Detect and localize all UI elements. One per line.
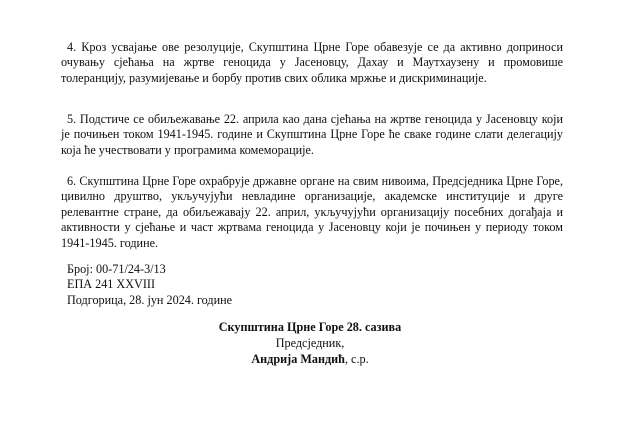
signature-role: Предсједник, xyxy=(275,336,345,350)
reference-epa: ЕПА 241 XXVIII xyxy=(67,277,156,292)
document-reference xyxy=(67,262,232,308)
reference-place-date: Подгорица, 28. јун 2024. године xyxy=(67,292,233,307)
paragraph-5-text: 5. Подстиче се обиљежавање 22. априла као дана сјећања на жртве геноцида у Јасеновцу који је почињен током 1941-1945. године и Скупштина Црне Горе ће сваке године слати делегацију која ће учествовати у програмима комеморације. xyxy=(61,112,563,157)
signature-suffix: , с.р. xyxy=(344,352,369,366)
paragraph-6-text: 6. Скупштина Црне Горе охрабрује државне органе на свим нивоима, Предсједника Црне Горе, цивилно друштво, укључујући невладине организације, академске институције и друге релевантне стране, да обиљежавају 22. април, укључујући организацију посебних догађаја и активности у сјећање и част жртвама геноцида у Јасеновцу који је почињен у периоду током 1941-1945. године. xyxy=(61,174,563,250)
resolution-paragraph-5 xyxy=(61,112,563,158)
signature-name: Андрија Мандић xyxy=(251,352,345,366)
paragraph-4-text: 4. Кроз усвајање ове резолуције, Скупштина Црне Горе обавезује се да активно доприноси очувању сјећања на жртве геноцида у Јасеновцу, Дахау и Маутхаузену и промовише толеранцију, разумијевање и борбу против свих облика мржње и дискриминације. xyxy=(61,40,563,85)
resolution-paragraph-6 xyxy=(61,174,563,251)
resolution-paragraph-4 xyxy=(61,40,563,86)
signature-block xyxy=(150,320,470,368)
signature-institution: Скупштина Црне Горе 28. сазива xyxy=(218,320,402,334)
signature-line xyxy=(150,352,470,368)
reference-number: Број: 00-71/24-3/13 xyxy=(67,262,166,276)
